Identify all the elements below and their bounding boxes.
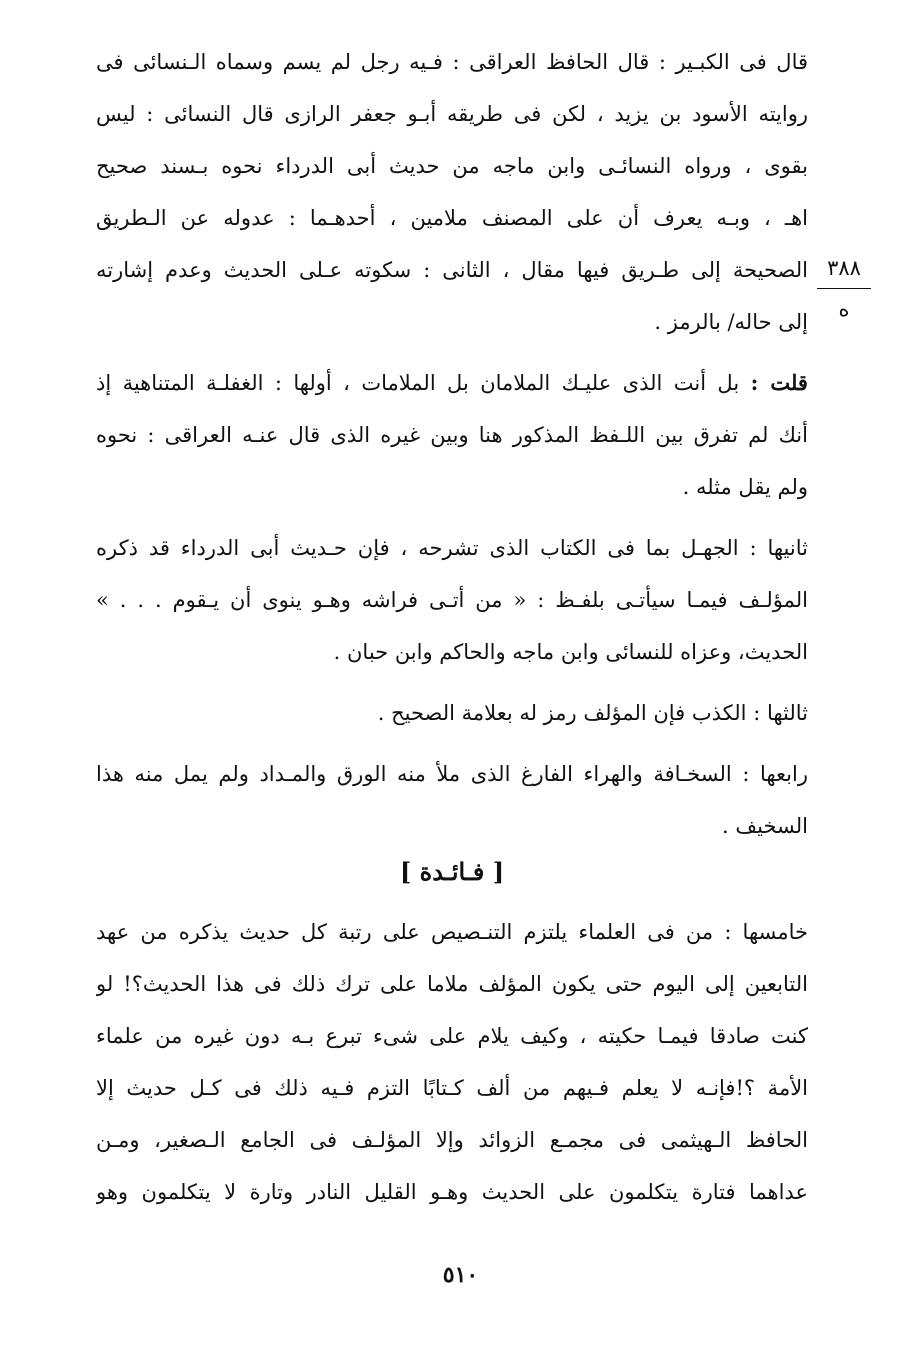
page-number: ٥١٠ (442, 1262, 479, 1288)
text-line: الأمة ؟!فإنـه لا يعلم فـيهم من ألف كـتابًا التزم فـيه ذلك فى كـل حديث إلا (96, 1076, 808, 1100)
text-line (96, 357, 808, 409)
text-segment: بل أنت الذى عليـك الملامان بل الملامات ، أولها : الغفلـة المتناهية إذ (96, 371, 751, 395)
text-line: إلى حاله/ بالرمز . (654, 310, 808, 334)
main-text-column-continued (96, 906, 808, 1218)
text-line: الصحيحة إلى طـريق فيها مقال ، الثانى : سكوته عـلى الحديث وعدم إشارته (96, 258, 808, 282)
margin-reference-number: ٣٨٨ (827, 256, 861, 280)
paragraph (96, 36, 808, 348)
paragraph (96, 357, 808, 513)
text-line: روايته الأسود بن يزيد ، لكن فى طريقه أبـو جعفر الرازى قال النسائى : ليس (96, 102, 808, 126)
text-line: كنت صادقا فيمـا حكيته ، وكيف يلام على شىء تبرع بـه دون غيره من علماء (96, 1024, 808, 1048)
text-line: رابعها : السخـافة والهراء الفارغ الذى ملأ منه الورق والمـداد ولم يمل منه هذا (96, 762, 808, 786)
text-line: المؤلـف فيمـا سيأتـى بلفـظ : « من أتـى فراشه وهـو ينوى أن يـقوم . . . » (96, 588, 808, 612)
text-line: قال فى الكبـير : قال الحافظ العراقى : فـيه رجل لم يسم وسماه الـنسائى فى (96, 50, 808, 74)
text-line: ثالثها : الكذب فإن المؤلف رمز له بعلامة الصحيح . (377, 701, 808, 725)
paragraph-lead: قلت : (750, 370, 808, 395)
text-line: بقوى ، ورواه النسائـى وابن ماجه من حديث أبى الدرداء نحوه بـسند صحيح (96, 154, 808, 178)
text-line: الحديث، وعزاه للنسائى وابن ماجه والحاكم وابن حبان . (333, 640, 808, 664)
main-text-column (96, 36, 808, 852)
text-line: ولم يقل مثله . (682, 475, 808, 499)
paragraph (96, 687, 808, 739)
margin-reference-sub: ه (838, 297, 850, 321)
text-line: الحافظ الـهيثمى فى مجمـع الزوائد وإلا المؤلـف فى الجامع الـصغير، ومـن (96, 1128, 808, 1152)
text-line: أنك لم تفرق بين اللـفظ المذكور هنا وبين غيره الذى قال عنـه العراقى : نحوه (96, 423, 808, 447)
section-heading: [ فـائـدة ] (399, 857, 505, 886)
margin-reference-rule (817, 288, 871, 289)
paragraph (96, 748, 808, 852)
text-line: عداهما فتارة يتكلمون على الحديث وهـو القليل النادر وتارة لا يتكلمون وهو (96, 1180, 808, 1204)
paragraph (96, 522, 808, 678)
text-line: التابعين إلى اليوم حتى يكون المؤلف ملاما على ترك ذلك فى هذا الحديث؟! لو (96, 972, 808, 996)
text-line: السخيف . (722, 814, 808, 838)
text-line: ثانيها : الجهـل بما فى الكتاب الذى تشرحه ، فإن حـديث أبى الدرداء قد ذكره (96, 536, 808, 560)
margin-page-reference (815, 250, 873, 327)
text-line: خامسها : من فى العلماء يلتزم التنـصيص على رتبة كل حديث يذكره من عهد (96, 920, 808, 944)
text-line: اهـ ، وبـه يعرف أن على المصنف ملامين ، أحدهـما : عدوله عن الـطريق (96, 206, 808, 230)
paragraph (96, 906, 808, 1218)
